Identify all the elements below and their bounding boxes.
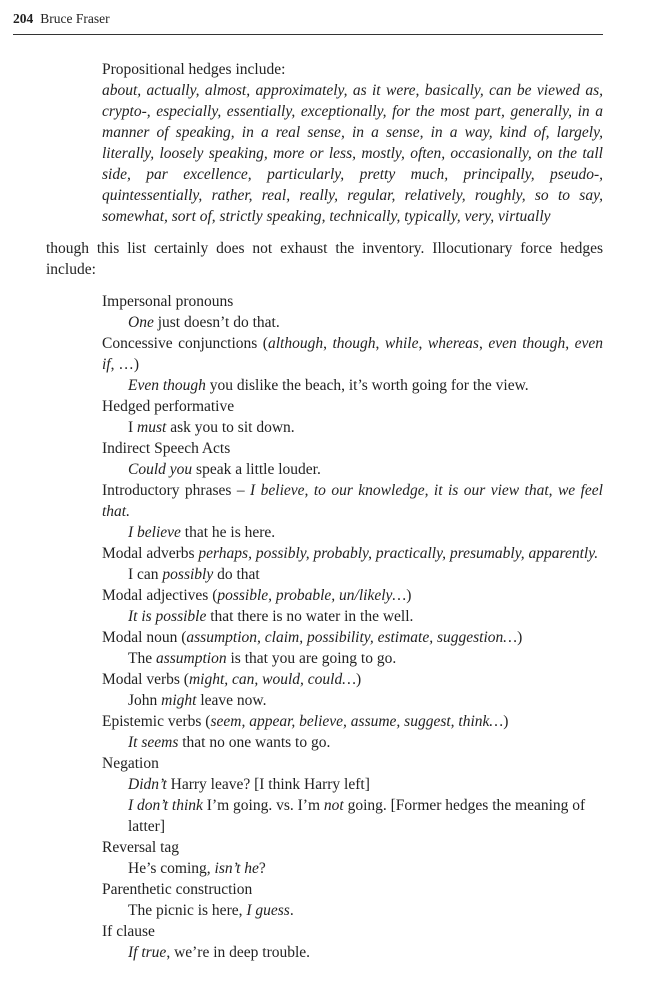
text-run: I guess — [246, 902, 290, 919]
hedge-example — [102, 564, 603, 585]
text-run: might, can, would, could… — [188, 671, 357, 688]
text-run: that there is no water in the well. — [206, 608, 414, 625]
text-run: I don’t think — [128, 797, 203, 814]
text-run: assumption — [155, 650, 227, 667]
text-run: Parenthetic construction — [102, 881, 253, 898]
text-run: Concessive conjunctions ( — [102, 335, 268, 352]
text-run: , — [323, 335, 333, 352]
hedge-example — [102, 459, 603, 480]
illocutionary-hedges-list — [102, 291, 603, 963]
text-run: Modal noun ( — [102, 629, 187, 646]
hedge-category — [102, 921, 603, 942]
text-run: might — [161, 692, 197, 709]
text-run: Could you — [128, 461, 193, 478]
text-run: perhaps, possibly, probably, practically, presumably, apparently. — [198, 545, 599, 562]
text-run: even if — [102, 335, 604, 373]
text-run: I’m going. vs. I’m — [202, 797, 324, 814]
text-run: that he is here. — [180, 524, 276, 541]
text-run: Even though — [128, 377, 206, 394]
hedge-example — [102, 522, 603, 543]
text-run: , — [478, 335, 489, 352]
body-paragraph: though this list certainly does not exhaust the inventory. Illocutionary force hedges include: — [46, 240, 603, 278]
text-run: I can — [128, 566, 163, 583]
text-run: The — [128, 650, 156, 667]
hedge-category — [102, 585, 603, 606]
text-run: you dislike the beach, it’s worth going for the view. — [205, 377, 529, 394]
text-run: while — [384, 335, 419, 352]
text-run: speak a little louder. — [192, 461, 321, 478]
text-run: , …) — [110, 356, 140, 373]
hedge-example — [102, 795, 603, 837]
hedge-category — [102, 480, 603, 522]
text-run: not — [323, 797, 344, 814]
running-author: Bruce Fraser — [40, 11, 110, 26]
text-run: ask you to sit down. — [166, 419, 295, 436]
text-run: , — [375, 335, 385, 352]
text-run: . — [289, 902, 294, 919]
hedge-example — [102, 648, 603, 669]
text-run: If clause — [102, 923, 155, 940]
text-run: leave now. — [196, 692, 267, 709]
text-run: even though — [488, 335, 566, 352]
text-run: Indirect Speech Acts — [102, 440, 231, 457]
text-run: isn’t he — [214, 860, 259, 877]
hedge-category — [102, 333, 603, 375]
text-run: I believe — [128, 524, 181, 541]
text-run: is that you are going to go. — [226, 650, 397, 667]
hedge-example — [102, 774, 603, 795]
text-run: Didn’t — [128, 776, 167, 793]
hedge-example — [102, 732, 603, 753]
text-run: Hedged performative — [102, 398, 235, 415]
text-run: ) — [503, 713, 509, 730]
page-body — [0, 59, 650, 963]
text-run: although — [267, 335, 324, 352]
hedge-example — [102, 942, 603, 963]
text-run: , — [418, 335, 428, 352]
propositional-intro: Propositional hedges include: — [102, 61, 286, 78]
text-run: I believe, to our knowledge, it is our view that, we feel that. — [102, 482, 603, 520]
text-run: , — [565, 335, 575, 352]
text-run: possible, probable, un/likely… — [217, 587, 407, 604]
text-run: It is possible — [128, 608, 207, 625]
text-run: Negation — [102, 755, 159, 772]
hedge-category — [102, 396, 603, 417]
text-run: must — [137, 419, 167, 436]
hedge-example — [102, 690, 603, 711]
text-run: possibly — [162, 566, 214, 583]
text-run: One — [128, 314, 154, 331]
hedge-example — [102, 858, 603, 879]
text-run: whereas — [427, 335, 479, 352]
text-run: that no one wants to go. — [178, 734, 331, 751]
text-run: Introductory phrases – — [102, 482, 251, 499]
text-run: Impersonal pronouns — [102, 293, 234, 310]
text-run: Epistemic verbs ( — [102, 713, 211, 730]
propositional-hedges-list: about, actually, almost, approximately, as it were, basically, can be viewed as, crypto-, especially, essentially, exceptionally, for the most part, generally, in a manner of speaking, in a real sense, in a sense, in a way, kind of, largely, literally, loosely speaking, more or less, mostly, often, occasionally, on the tall side, par excellence, particularly, pretty much, principally, pseudo-, quintessentially, rather, real, really, regular, relatively, roughly, so to say, somewhat, sort of, strictly speaking, technically, typically, very, virtually — [102, 82, 603, 225]
text-run: though — [332, 335, 376, 352]
text-run: If true — [128, 944, 167, 961]
text-run: seem, appear, believe, assume, suggest, think… — [210, 713, 504, 730]
text-run: I — [128, 419, 138, 436]
text-run: Modal adjectives ( — [102, 587, 218, 604]
text-run: Reversal tag — [102, 839, 180, 856]
hedge-category — [102, 627, 603, 648]
hedge-example — [102, 900, 603, 921]
text-run: Harry leave? [I think Harry left] — [166, 776, 370, 793]
text-run: Modal verbs ( — [102, 671, 189, 688]
hedge-example — [102, 312, 603, 333]
text-run: John — [128, 692, 162, 709]
hedge-example — [102, 417, 603, 438]
page-number: 204 — [13, 11, 34, 26]
text-run: , we’re in deep trouble. — [166, 944, 311, 961]
hedge-category — [102, 438, 603, 459]
text-run: It seems — [128, 734, 179, 751]
hedge-category — [102, 879, 603, 900]
text-run: going. [Former hedges the meaning of latter] — [128, 797, 586, 835]
running-header — [13, 10, 603, 35]
hedge-category — [102, 837, 603, 858]
hedge-category — [102, 543, 603, 564]
text-run: ) — [356, 671, 362, 688]
text-run: ) — [517, 629, 523, 646]
text-run: assumption, claim, possibility, estimate, suggestion… — [186, 629, 518, 646]
hedge-category — [102, 669, 603, 690]
hedge-category — [102, 753, 603, 774]
text-run: ) — [406, 587, 412, 604]
text-run: just doesn’t do that. — [153, 314, 280, 331]
text-run: Modal adverbs — [102, 545, 199, 562]
propositional-hedges-block — [102, 59, 603, 227]
hedge-category — [102, 291, 603, 312]
text-run: do that — [213, 566, 260, 583]
hedge-example — [102, 606, 603, 627]
hedge-example — [102, 375, 603, 396]
hedge-category — [102, 711, 603, 732]
text-run: He’s coming, — [128, 860, 215, 877]
text-run: ? — [258, 860, 266, 877]
text-run: The picnic is here, — [128, 902, 247, 919]
